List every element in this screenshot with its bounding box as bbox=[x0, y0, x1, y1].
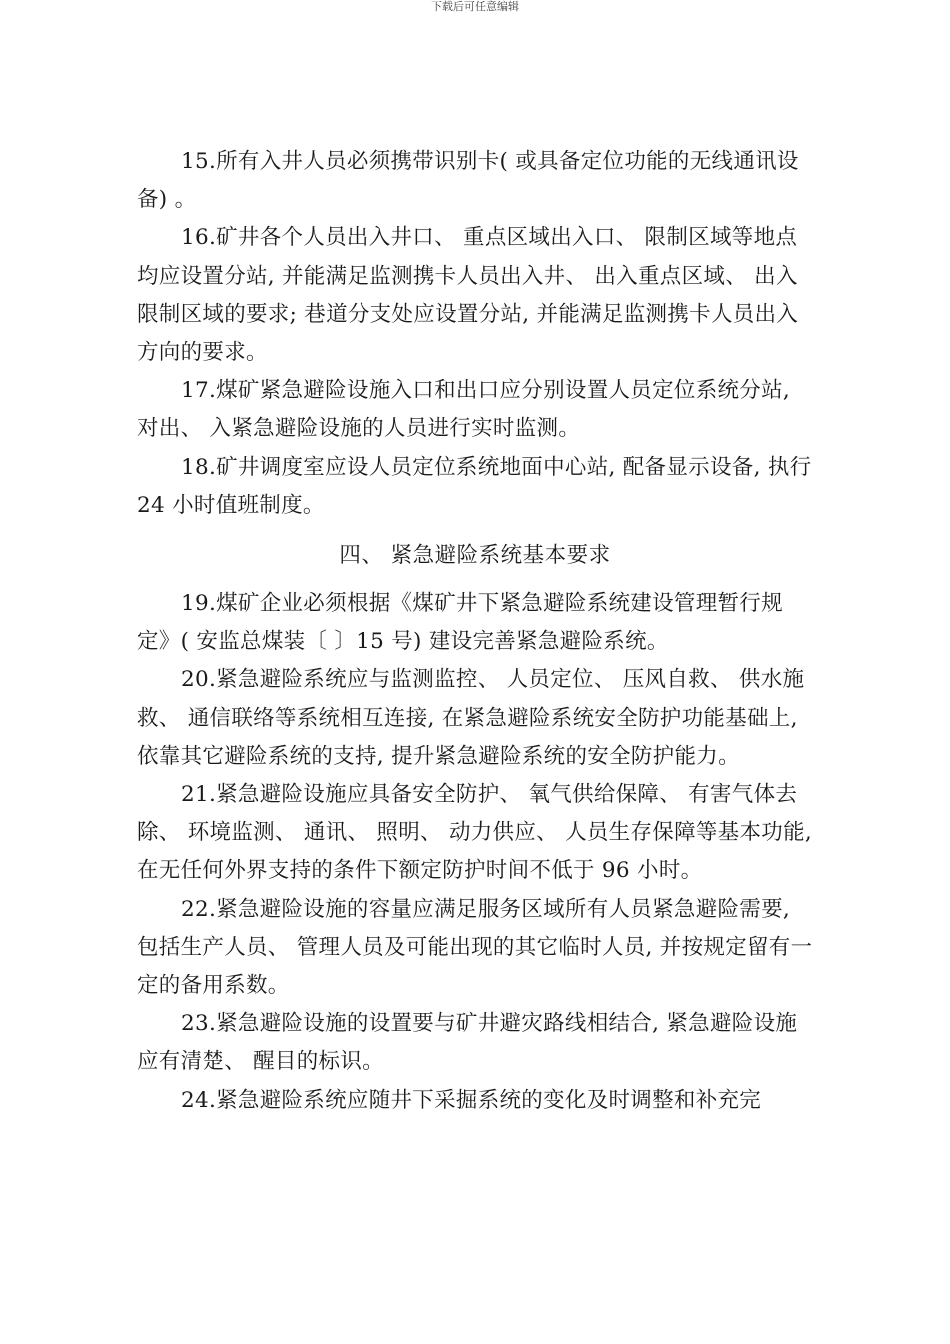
paragraph-21: 21.紧急避险设施应具备安全防护、 氧气供给保障、 有害气体去除、 环境监测、 通讯、 照明、 动力供应、 人员生存保障等基本功能, 在无任何外界支持的条件下额定防护时间不低于 96 小时。 bbox=[137, 782, 820, 884]
paragraph-24: 24.紧急避险系统应随井下采掘系统的变化及时调整和补充完 bbox=[181, 1087, 762, 1113]
paragraph-23: 23.紧急避险设施的设置要与矿井避灾路线相结合, 紧急避险设施应有清楚、 醒目的标识。 bbox=[137, 1011, 798, 1075]
document-body bbox=[137, 143, 820, 1120]
section-heading: 四、 紧急避险系统基本要求 bbox=[339, 543, 611, 569]
page-header: 下载后可任意编辑 bbox=[431, 0, 519, 13]
paragraph-18: 18.矿井调度室应设人员定位系统地面中心站, 配备显示设备, 执行 24 小时值班制度。 bbox=[137, 454, 819, 518]
paragraph-15: 15.所有入井人员必须携带识别卡( 或具备定位功能的无线通讯设备) 。 bbox=[137, 149, 799, 213]
paragraph-20: 20.紧急避险系统应与监测监控、 人员定位、 压风自救、 供水施救、 通信联络等系统相互连接, 在紧急避险系统安全防护功能基础上, 依靠其它避险系统的支持, 提升紧急避险系统的安全防护能力。 bbox=[137, 667, 805, 769]
paragraph-19: 19.煤矿企业必须根据《煤矿井下紧急避险系统建设管理暂行规定》( 安监总煤装〔 〕15 号) 建设完善紧急避险系统。 bbox=[137, 591, 783, 655]
paragraph-22: 22.紧急避险设施的容量应满足服务区域所有人员紧急避险需要, 包括生产人员、 管理人员及可能出现的其它临时人员, 并按规定留有一定的备用系数。 bbox=[137, 896, 813, 999]
paragraph-17: 17.煤矿紧急避险设施入口和出口应分别设置人员定位系统分站, 对出、 入紧急避险设施的人员进行实时监测。 bbox=[137, 378, 798, 442]
paragraph-16: 16.矿井各个人员出入井口、 重点区域出入口、 限制区域等地点均应设置分站, 并能满足监测携卡人员出入井、 出入重点区域、 出入限制区域的要求; 巷道分支处应设置分站, 并能满足监测携卡人员出入方向的要求。 bbox=[137, 225, 799, 366]
